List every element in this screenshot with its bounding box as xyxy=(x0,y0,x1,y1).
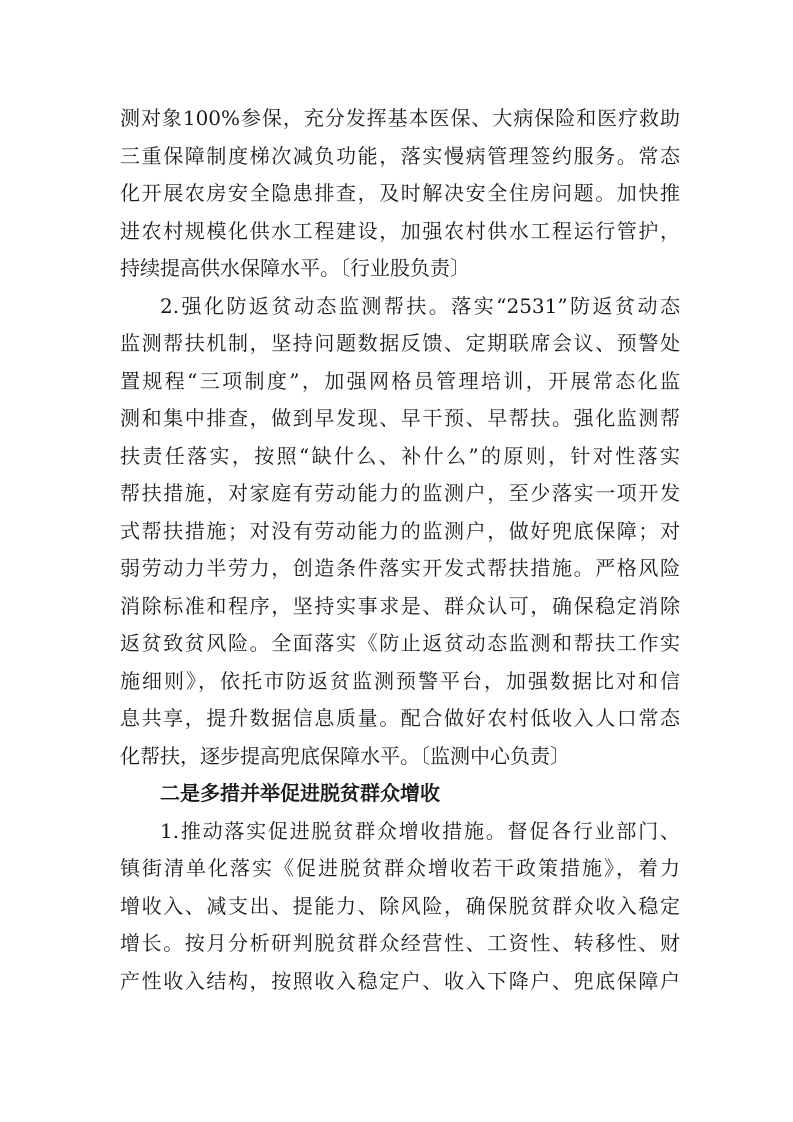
text-line: 施细则》，依托市防返贫监测预警平台，加强数据比对和信 xyxy=(120,668,680,693)
text-line: 式帮扶措施；对没有劳动能力的监测户，做好兜底保障；对 xyxy=(120,518,680,543)
text-line: 弱劳动力半劳力，创造条件落实开发式帮扶措施。严格风险 xyxy=(120,556,680,580)
text-line: 消除标准和程序，坚持实事求是、群众认可，确保稳定消除 xyxy=(120,593,680,618)
text-line: 化开展农房安全隐患排查，及时解决安全住房问题。加快推 xyxy=(120,181,680,205)
text-line: 持续提高供水保障水平。〔行业股负责〕 xyxy=(120,256,470,280)
text-line: 扶责任落实，按照“缺什么、补什么”的原则，针对性落实 xyxy=(120,443,680,468)
text-line: 息共享，提升数据信息质量。配合做好农村低收入人口常态 xyxy=(120,706,680,730)
text-line: 增收入、减支出、提能力、除风险，确保脱贫群众收入稳定 xyxy=(120,893,680,918)
body-text xyxy=(120,100,680,1000)
text-line: 化帮扶，逐步提高兜底保障水平。〔监测中心负责〕 xyxy=(120,743,570,768)
text-line: 返贫致贫风险。全面落实《防止返贫动态监测和帮扶工作实 xyxy=(120,631,680,655)
text-line: 测和集中排查，做到早发现、早干预、早帮扶。强化监测帮 xyxy=(120,406,680,430)
text-line: 置规程“三项制度”，加强网格员管理培训，开展常态化监 xyxy=(120,368,680,393)
text-line: 2.强化防返贫动态监测帮扶。落实“2531”防返贫动态 xyxy=(160,293,680,318)
text-line: 进农村规模化供水工程建设，加强农村供水工程运行管护， xyxy=(120,218,680,243)
section-heading: 二是多措并举促进脱贫群众增收 xyxy=(160,781,440,805)
text-line: 三重保障制度梯次减负功能，落实慢病管理签约服务。常态 xyxy=(120,143,680,168)
text-line: 监测帮扶机制，坚持问题数据反馈、定期联席会议、预警处 xyxy=(120,331,680,355)
text-line: 产性收入结构，按照收入稳定户、收入下降户、兜底保障户 xyxy=(120,968,680,993)
text-line: 镇街清单化落实《促进脱贫群众增收若干政策措施》，着力 xyxy=(120,856,680,880)
text-line: 测对象100%参保，充分发挥基本医保、大病保险和医疗救助 xyxy=(120,106,680,130)
text-line: 帮扶措施，对家庭有劳动能力的监测户，至少落实一项开发 xyxy=(120,481,680,505)
text-line: 增长。按月分析研判脱贫群众经营性、工资性、转移性、财 xyxy=(120,931,680,955)
text-line: 1.推动落实促进脱贫群众增收措施。督促各行业部门、 xyxy=(160,818,680,843)
